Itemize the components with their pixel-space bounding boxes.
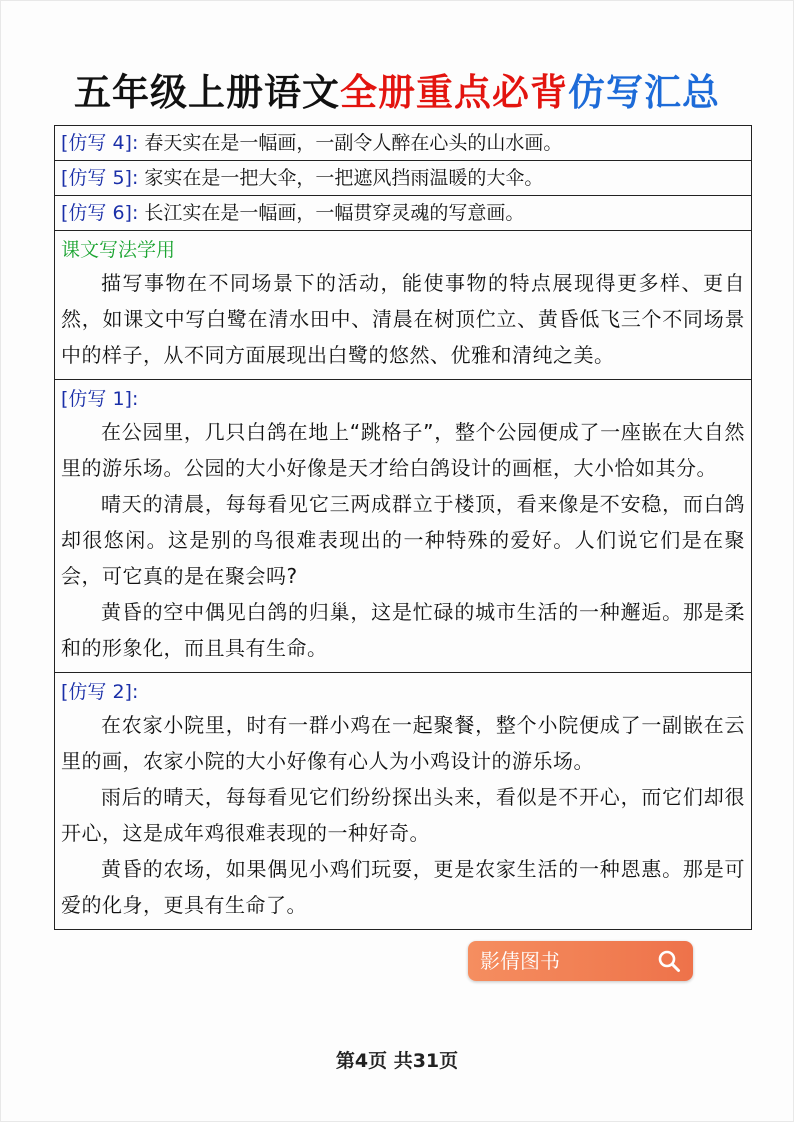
search-icon: [657, 949, 681, 973]
paragraph: 黄昏的空中偶见白鸽的归巢，这是忙碌的城市生活的一种邂逅。那是柔和的形象化，而且具有生命。: [61, 600, 745, 660]
imitation-row-5: [55, 161, 751, 196]
imitation-tag: [仿写 4]: [61, 132, 132, 154]
page-number-text: 第4页 共31页: [335, 1050, 459, 1070]
imitation-2-section: [55, 673, 751, 929]
section-heading: 课文写法学用: [61, 239, 176, 261]
writing-method-section: [55, 231, 751, 380]
imitation-row-4: [55, 126, 751, 161]
imitation-text: 家实在是一把大伞，一把遮风挡雨温暖的大伞。: [144, 167, 544, 189]
search-watermark-button[interactable]: [468, 941, 693, 981]
imitation-1-section: [55, 380, 751, 673]
imitation-text: 春天实在是一幅画，一副令人醉在心头的山水画。: [144, 132, 563, 154]
section-heading: [仿写 2]:: [61, 681, 139, 703]
paragraph: 晴天的清晨，每每看见它三两成群立于楼顶，看来像是不安稳，而白鸽却很悠闲。这是别的鸟很难表现出的一种特殊的爱好。人们说它们是在聚会，可它真的是在聚会吗?: [61, 492, 745, 588]
content-table: [54, 125, 752, 930]
tag-separator: :: [131, 202, 139, 224]
paragraph: 黄昏的农场，如果偶见小鸡们玩耍，更是农家生活的一种恩惠。那是可爱的化身，更具有生命了。: [61, 857, 745, 917]
imitation-row-6: [55, 196, 751, 231]
watermark-label: 影倩图书: [480, 949, 560, 973]
paragraph: 雨后的晴天，每每看见它们纷纷探出头来，看似是不开心，而它们却很开心，这是成年鸡很难表现的一种好奇。: [61, 785, 745, 845]
tag-separator: :: [131, 132, 139, 154]
imitation-text: 长江实在是一幅画，一幅贯穿灵魂的写意画。: [144, 202, 525, 224]
title-part-grade: 五年级上册语文: [74, 70, 340, 114]
imitation-tag: [仿写 6]: [61, 202, 132, 224]
title-part-key-points: 全册重点必背: [340, 70, 568, 114]
section-heading: [仿写 1]:: [61, 388, 139, 410]
page-number: [0, 1040, 794, 1070]
page-title: [0, 62, 794, 116]
paragraph: 描写事物在不同场景下的活动，能使事物的特点展现得更多样、更自然，如课文中写白鹭在清水田中、清晨在树顶伫立、黄昏低飞三个不同场景中的样子，从不同方面展现出白鹭的悠然、优雅和清纯之美。: [61, 271, 745, 367]
paragraph: 在农家小院里，时有一群小鸡在一起聚餐，整个小院便成了一副嵌在云里的画，农家小院的大小好像有心人为小鸡设计的游乐场。: [61, 713, 745, 773]
imitation-tag: [仿写 5]: [61, 167, 132, 189]
tag-separator: :: [131, 167, 139, 189]
paragraph: 在公园里，几只白鸽在地上“跳格子”，整个公园便成了一座嵌在大自然里的游乐场。公园的大小好像是天才给白鸽设计的画框，大小恰如其分。: [61, 420, 745, 480]
title-part-imitation: 仿写汇总: [568, 70, 720, 114]
